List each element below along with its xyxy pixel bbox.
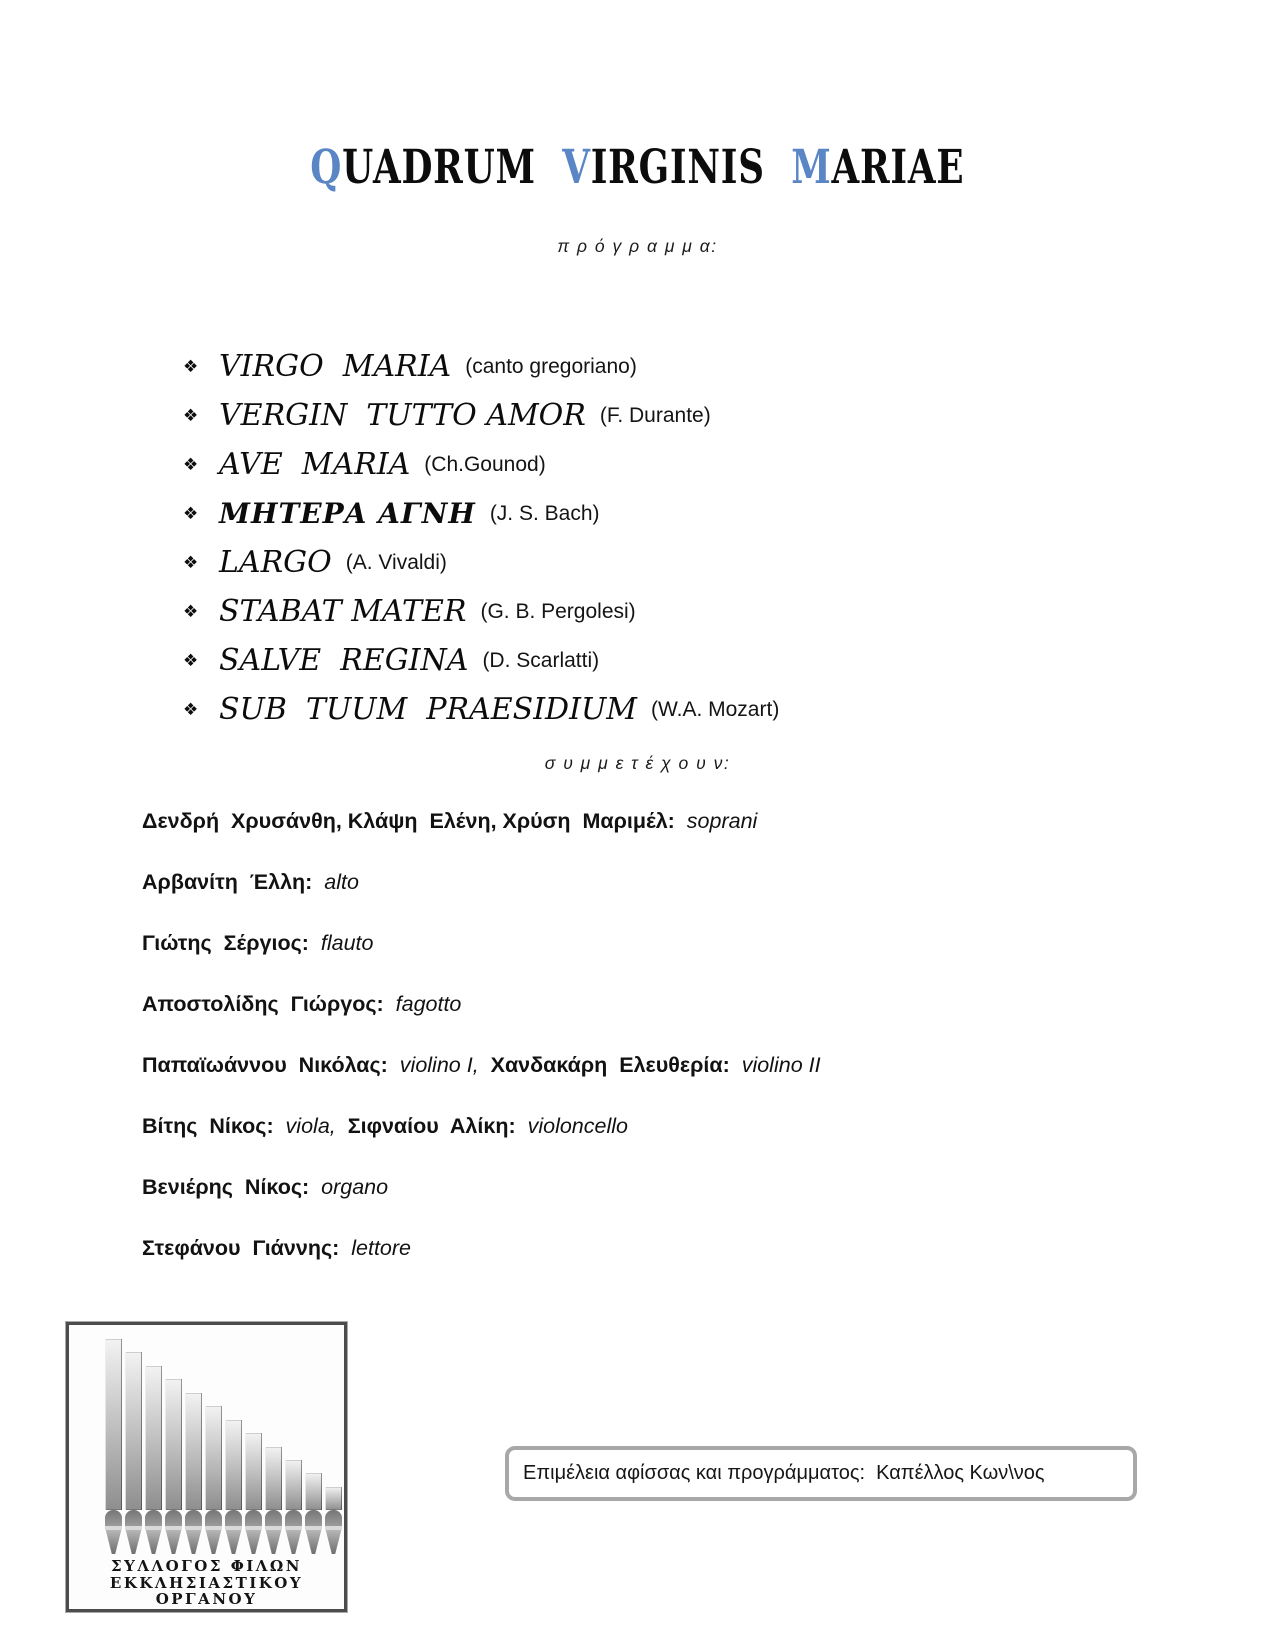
pipe-stripe	[325, 1526, 342, 1530]
participant-name: Αρβανίτη Έλλη:	[142, 870, 313, 894]
participant-line	[142, 865, 1202, 899]
pipe-stripe	[225, 1526, 242, 1530]
diamond-bullet-icon: ❖	[183, 601, 199, 621]
pipe-foot	[285, 1530, 302, 1554]
participant-role: lettore	[339, 1236, 411, 1260]
pipe-foot	[105, 1530, 122, 1554]
organ-pipe	[185, 1393, 202, 1554]
piece-title: STABAT MATER	[219, 594, 467, 629]
participant-role: alto	[312, 870, 359, 894]
pipe-stripe	[285, 1526, 302, 1530]
participant-name: Γιώτης Σέργιος:	[142, 931, 309, 955]
pipe-body	[225, 1420, 242, 1510]
diamond-bullet-icon: ❖	[183, 650, 199, 670]
logo-caption-line: ΟΡΓΑΝΟΥ	[155, 1590, 258, 1608]
pipe-mouth	[165, 1510, 182, 1526]
organ-pipe	[285, 1460, 302, 1554]
program-item	[183, 636, 779, 685]
diamond-bullet-icon: ❖	[183, 405, 199, 425]
program-item	[183, 587, 779, 636]
piece-title: ΜΗΤΕΡΑ ΑΓΝΗ	[219, 497, 476, 530]
program-item	[183, 538, 779, 587]
pipe-mouth	[285, 1510, 302, 1526]
organ-pipe	[265, 1447, 282, 1554]
pipe-foot	[225, 1530, 242, 1554]
pipe-mouth	[305, 1510, 322, 1526]
organ-pipe	[245, 1433, 262, 1554]
piece-title: VIRGO MARIA	[219, 349, 452, 384]
participant-role: soprani	[674, 809, 758, 833]
participant-line	[142, 1170, 1202, 1204]
pipe-foot	[245, 1530, 262, 1554]
logo-caption	[69, 1558, 344, 1608]
organ-pipe	[225, 1420, 242, 1554]
pipe-body	[325, 1487, 342, 1510]
pipe-stripe	[265, 1526, 282, 1530]
program-list	[183, 342, 779, 734]
pipe-mouth	[325, 1510, 342, 1526]
page-title-text	[310, 140, 964, 195]
page-title	[0, 140, 1275, 195]
participant-role: violino I,	[387, 1053, 491, 1077]
participant-name: Σιφναίου Αλίκη:	[347, 1114, 516, 1138]
program-item	[183, 342, 779, 391]
credit-box	[505, 1446, 1137, 1501]
program-item	[183, 685, 779, 734]
pipe-foot	[125, 1530, 142, 1554]
logo-caption-line: ΣΥΛΛΟΓΟΣ ΦΙΛΩΝ	[111, 1557, 302, 1575]
pipe-stripe	[305, 1526, 322, 1530]
piece-composer: (W.A. Mozart)	[650, 697, 780, 721]
title-initial-letter: V	[562, 140, 591, 195]
pipe-stripe	[185, 1526, 202, 1530]
diamond-bullet-icon: ❖	[183, 699, 199, 719]
participant-name: Δενδρή Χρυσάνθη, Κλάψη Ελένη, Χρύση Μαριμέλ:	[142, 809, 675, 833]
pipe-mouth	[205, 1510, 222, 1526]
participant-line	[142, 987, 1202, 1021]
piece-title: LARGO	[219, 545, 332, 580]
diamond-bullet-icon: ❖	[183, 552, 199, 572]
participant-role: flauto	[308, 931, 374, 955]
credit-text: Επιμέλεια αφίσσας και προγράμματος: Καπέλλος Κων\νος	[523, 1462, 1045, 1484]
organ-pipe	[105, 1339, 122, 1554]
pipe-body	[105, 1339, 122, 1510]
pipe-body	[185, 1393, 202, 1510]
participant-name: Αποστολίδης Γιώργος:	[142, 992, 384, 1016]
participant-line	[142, 1231, 1202, 1265]
pipe-foot	[205, 1530, 222, 1554]
pipe-stripe	[165, 1526, 182, 1530]
participant-name: Βίτης Νίκος:	[142, 1114, 274, 1138]
participant-name: Βενιέρης Νίκος:	[142, 1175, 310, 1199]
pipe-stripe	[105, 1526, 122, 1530]
pipe-mouth	[225, 1510, 242, 1526]
piece-composer: (G. B. Pergolesi)	[480, 599, 636, 623]
participant-line	[142, 1048, 1202, 1082]
pipe-body	[165, 1379, 182, 1510]
organ-pipe	[325, 1487, 342, 1554]
program-section-label: π ρ ό γ ρ α μ μ α:	[557, 236, 718, 256]
diamond-bullet-icon: ❖	[183, 356, 199, 376]
pipe-mouth	[265, 1510, 282, 1526]
participant-role: violoncello	[515, 1114, 628, 1138]
participants-section-label: σ υ μ μ ε τ έ χ ο υ ν:	[544, 753, 731, 773]
pipe-body	[205, 1406, 222, 1510]
program-item	[183, 391, 779, 440]
pipe-mouth	[185, 1510, 202, 1526]
title-letters: IRGINIS	[590, 140, 792, 195]
organ-society-logo	[66, 1322, 347, 1612]
participants-list	[142, 804, 1202, 1292]
organ-pipe	[205, 1406, 222, 1554]
pipe-foot	[265, 1530, 282, 1554]
organ-pipes-illustration	[105, 1339, 342, 1554]
participant-line	[142, 1109, 1202, 1143]
logo-caption-line: ΕΚΚΛΗΣΙΑΣΤΙΚΟΥ	[109, 1573, 304, 1592]
participant-name: Παπαϊωάννου Νικόλας:	[142, 1053, 388, 1077]
organ-pipe	[305, 1473, 322, 1554]
pipe-mouth	[105, 1510, 122, 1526]
pipe-foot	[305, 1530, 322, 1554]
diamond-bullet-icon: ❖	[183, 503, 199, 523]
piece-composer: (Ch.Gounod)	[424, 452, 546, 476]
pipe-stripe	[205, 1526, 222, 1530]
participant-line	[142, 926, 1202, 960]
pipe-body	[285, 1460, 302, 1510]
title-initial-letter: M	[791, 140, 832, 195]
piece-composer: (F. Durante)	[599, 403, 711, 427]
pipe-mouth	[145, 1510, 162, 1526]
pipe-stripe	[145, 1526, 162, 1530]
pipe-foot	[145, 1530, 162, 1554]
pipe-foot	[325, 1530, 342, 1554]
piece-title: AVE MARIA	[219, 447, 411, 482]
pipe-mouth	[125, 1510, 142, 1526]
title-letters: UADRUM	[342, 140, 563, 195]
pipe-body	[305, 1473, 322, 1510]
program-item	[183, 440, 779, 489]
piece-composer: (D. Scarlatti)	[482, 648, 600, 672]
pipe-body	[245, 1433, 262, 1510]
pipe-body	[265, 1447, 282, 1510]
pipe-mouth	[245, 1510, 262, 1526]
organ-pipe	[125, 1352, 142, 1554]
pipe-foot	[185, 1530, 202, 1554]
pipe-stripe	[245, 1526, 262, 1530]
title-letters: ARIAE	[831, 140, 965, 195]
organ-pipe	[165, 1379, 182, 1554]
pipe-stripe	[125, 1526, 142, 1530]
participant-role: organo	[309, 1175, 389, 1199]
pipe-foot	[165, 1530, 182, 1554]
participant-role: violino II	[729, 1053, 821, 1077]
piece-title: SUB TUUM PRAESIDIUM	[219, 692, 637, 727]
participant-name: Στεφάνου Γιάννης:	[142, 1236, 340, 1260]
piece-title: SALVE REGINA	[219, 643, 469, 678]
piece-composer: (J. S. Bach)	[489, 501, 600, 525]
participant-line	[142, 804, 1202, 838]
participant-name: Χανδακάρη Ελευθερία:	[490, 1053, 730, 1077]
program-item	[183, 489, 779, 538]
participant-role: viola,	[273, 1114, 348, 1138]
piece-title: VERGIN TUTTO AMOR	[219, 398, 586, 433]
pipe-body	[145, 1366, 162, 1510]
diamond-bullet-icon: ❖	[183, 454, 199, 474]
piece-composer: (canto gregoriano)	[465, 354, 637, 378]
piece-composer: (A. Vivaldi)	[345, 550, 447, 574]
organ-pipe	[145, 1366, 162, 1554]
pipe-body	[125, 1352, 142, 1510]
participant-role: fagotto	[383, 992, 462, 1016]
title-initial-letter: Q	[310, 140, 343, 195]
